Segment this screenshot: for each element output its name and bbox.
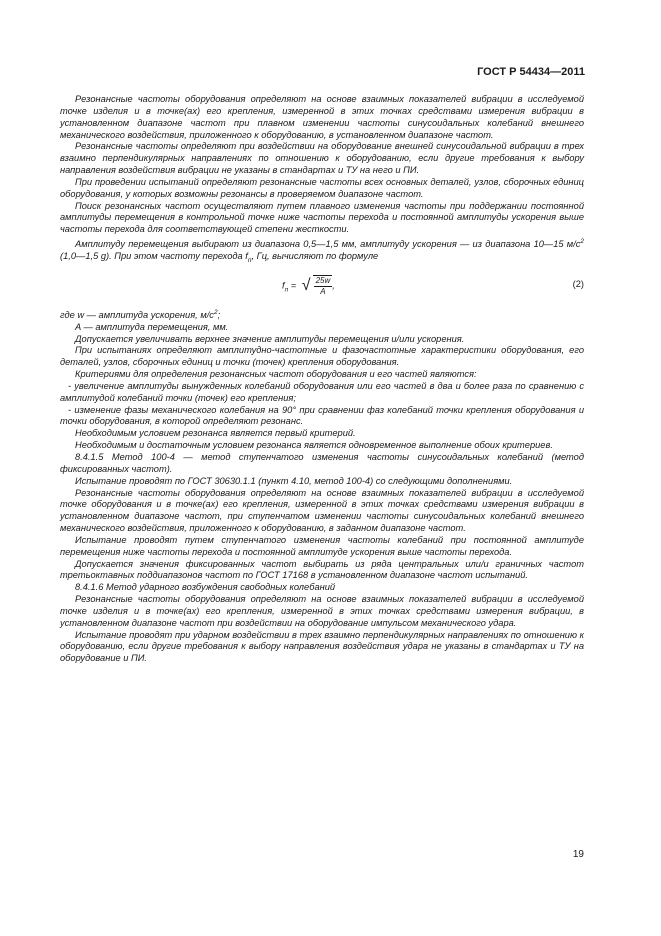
superscript: 2 [213, 308, 218, 316]
paragraph: Резонансные частоты определяют при воздействии на оборудование внешней синусоидальной вибрации в трех взаимно перпендикулярных направлениях по отношению к оборудованию, если другие требования к выбору направления воздействия вибрации не указаны в стандартах и ТУ на него и ПИ. [60, 141, 584, 176]
section-heading: 8.4.1.5 Метод 100-4 — метод ступенчатого изменения частоты синусоидальных колебаний (метод фиксированных частот). [60, 451, 584, 474]
formula-radicand [313, 275, 333, 297]
formula-tail: , [332, 280, 335, 291]
text-segment: , Гц, вычисляют по формуле [251, 251, 379, 262]
paragraph: Допускается значения фиксированных частот выбирать из ряда центральных или/и граничных частот третьоктавных поддиапазонов частот по ГОСТ 17168 в установленном диапазоне частот испытаний. [60, 558, 584, 581]
paragraph-where [60, 307, 584, 322]
paragraph: A — амплитуда перемещения, мм. [75, 321, 229, 332]
fraction-denominator: A [320, 286, 326, 296]
paragraph: Испытание проводят по ГОСТ 30630.1.1 (пункт 4.10, метод 100-4) со следующими дополнениями. [75, 475, 513, 486]
paragraph: Критериями для определения резонансных частот оборудования и его частей являются: [75, 369, 477, 380]
subscript: п [247, 256, 252, 264]
section-heading: 8.4.1.6 Метод ударного возбуждения свободных колебаний [75, 582, 336, 593]
paragraph: Испытание проводят при ударном воздействии в трех взаимно перпендикулярных направлениях по отношению к оборудованию, если другие требования к выбору направления воздействия удара не указаны в стандартах и ТУ на оборудование и ПИ. [60, 629, 584, 664]
paragraph: Резонансные частоты оборудования определяют на основе взаимных показателей вибрации в исследуемой точке оборудования и в точке(ах) его крепления, измеренной в этих точках средствами измерения вибрации в установленном диапазоне частот, при ступенчатом изменении частоты синусоидальных колебаний внешнего механического воздействия, приложенного к оборудованию, в заданном диапазоне частот. [60, 487, 584, 534]
paragraph: Необходимым условием резонанса является первый критерий. [75, 428, 356, 439]
fraction-numerator: 25w [315, 275, 331, 285]
text-segment: где w — амплитуда ускорения, м/с [60, 309, 214, 320]
page-number: 19 [572, 849, 584, 860]
formula-variable: f [282, 280, 285, 291]
paragraph: Резонансные частоты оборудования определяют на основе взаимных показателей вибрации в исследуемой точке изделия и в точке(ах) его крепления, измеренной в этих точках средствами измерения вибрации, в установленном диапазоне частот при воздействии на оборудование импульсом механического удара. [60, 594, 584, 628]
paragraph: Поиск резонансных частот осуществляют путем плавного изменения частоты при поддержании постоянной амплитуды перемещения в контрольной точке ниже частоты перехода и постоянной амплитуды ускорения выше частоты перехода для соответствующей степени жесткости. [60, 200, 584, 235]
text-segment: Амплитуду перемещения выбирают из диапазона 0,5—1,5 мм, амплитуду ускорения — из диапазона 10—15 м/с [75, 239, 581, 250]
formula-subscript: п [284, 286, 289, 294]
paragraph: Испытание проводят путем ступенчатого изменения частоты колебаний при постоянной амплитуде перемещения ниже частоты перехода и постоянной амплитуде ускорения выше частоты перехода. [60, 534, 584, 557]
formula-expression [282, 275, 335, 297]
paragraph: Необходимым и достаточным условием резонанса является одновременное выполнение обоих критериев. [75, 440, 553, 451]
formula-block [60, 273, 584, 303]
paragraph: Допускается увеличивать верхнее значение амплитуды перемещения и/или ускорения. [75, 333, 465, 344]
document-standard-header: ГОСТ Р 54434—2011 [477, 66, 585, 78]
formula-number: (2) [572, 278, 584, 289]
text-segment: (1,0—1,5 g). При этом частоту перехода f [60, 251, 248, 262]
paragraph-amplitude-range [60, 236, 584, 267]
paragraph: При проведении испытаний определяют резонансные частоты всех основных деталей, узлов, сборочных единиц оборудования, у которых возможны резонансы в проверяемом диапазоне частот. [60, 176, 584, 199]
formula-fraction [314, 276, 333, 297]
paragraph: При испытаниях определяют амплитудно-частотные и фазочастотные характеристики оборудования, его деталей, узлов, сборочных единиц и точки (точек) крепления оборудования. [60, 345, 584, 368]
superscript: 2 [580, 238, 584, 246]
list-item: - изменение фазы механического колебания на 90° при сравнении фаз колебаний точки крепления оборудования и точки оборудования, в которой определяют резонанс. [60, 404, 584, 427]
formula-equals: = [288, 280, 299, 291]
text-segment: ; [217, 309, 221, 320]
sqrt-icon: √ [301, 276, 311, 294]
list-item: - увеличение амплитуды вынужденных колебаний оборудования или его частей в два и более раза по сравнению с амплитудой колебаний точки (точек) его крепления; [60, 380, 584, 403]
document-body [60, 94, 584, 665]
paragraph: Резонансные частоты оборудования определяют на основе взаимных показателей вибрации в исследуемой точке изделия и в точке(ах) его крепления, измеренной в этих точках средствами измерения вибрации в установленном диапазоне частот при плавном изменении частоты синусоидальных колебаний внешнего механического воздействия, приложенного к оборудованию, в установленном диапазоне частот. [60, 94, 584, 140]
